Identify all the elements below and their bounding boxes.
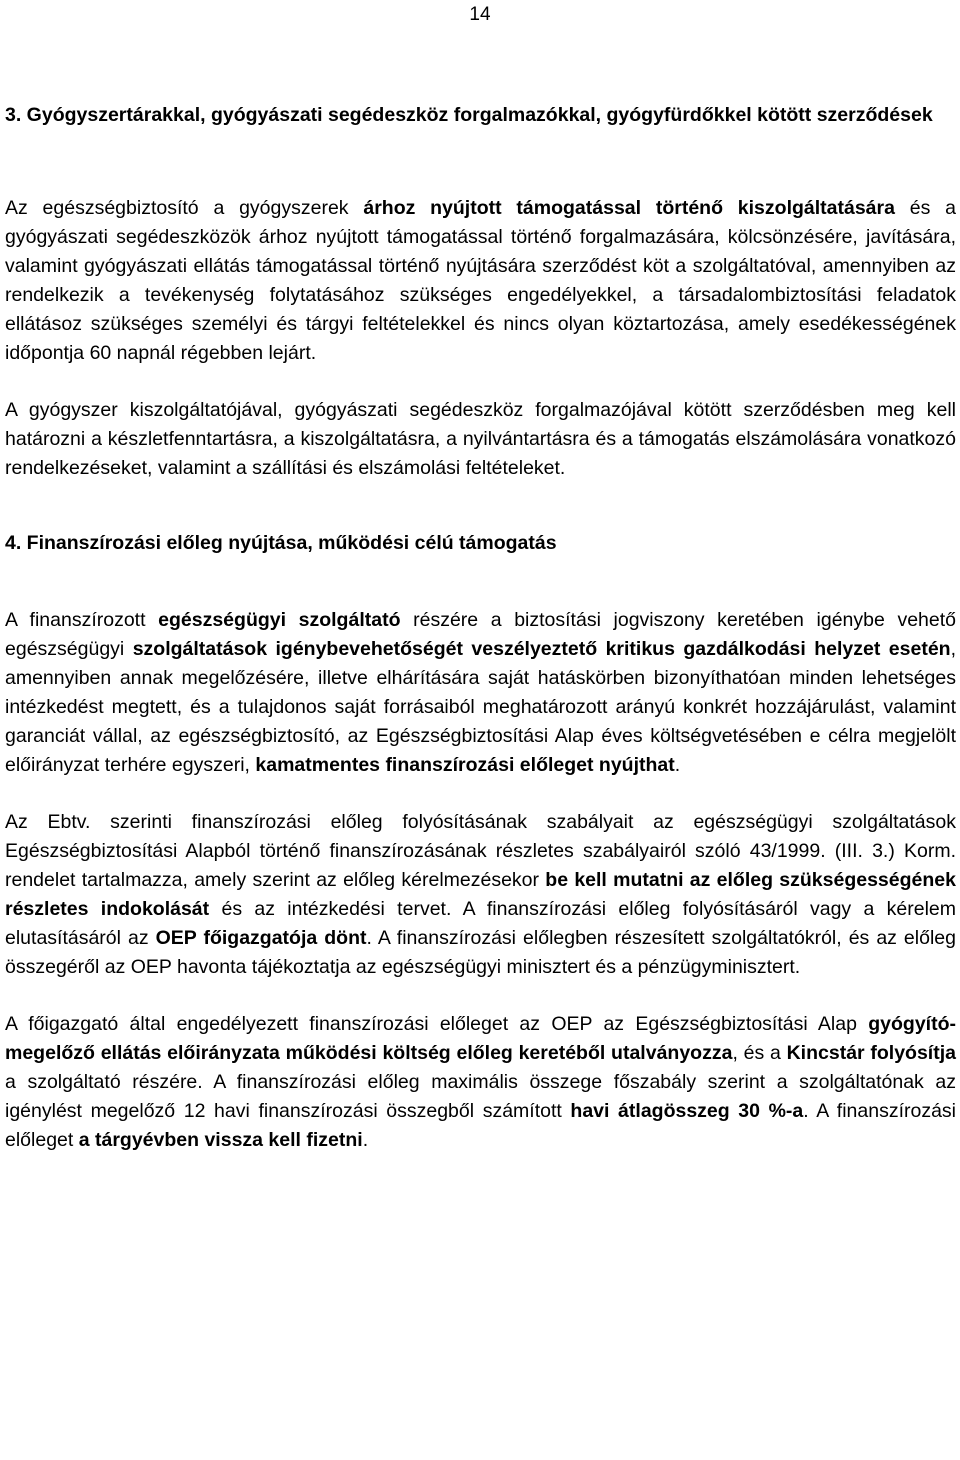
section-4-paragraph-2 bbox=[5, 808, 956, 982]
section-3-paragraph-1 bbox=[5, 194, 956, 368]
bold-text-run: OEP főigazgatója dönt bbox=[155, 927, 367, 949]
text-run: , amennyiben annak megelőzésére, illetve elhárítására saját hatáskörben bizonyíthatóan minden lehetséges intézkedést megtett, és a tulajdonos saját forrásaiból meghatározott arányú konkrét hozzájárulást, valamint garanciát vállal, az egészségbiztosító, az Egészségbiztosítási Alap éves költségvetésében e célra megjelölt előirányzat terhére egyszeri, bbox=[5, 638, 956, 776]
bold-text-run: a tárgyévben vissza kell fizetni bbox=[78, 1129, 363, 1151]
section-4-paragraph-3 bbox=[5, 1010, 956, 1155]
bold-text-run: Kincstár folyósítja bbox=[786, 1042, 956, 1064]
text-run: részére a biztosítási jogviszony keretében igénybe vehető egészségügyi bbox=[5, 609, 956, 660]
bold-text-run: be kell mutatni az előleg szükségességének részletes indokolását bbox=[5, 869, 956, 920]
bold-text-run: havi átlagösszeg 30 %-a bbox=[570, 1100, 804, 1122]
text-run: . A finanszírozási előlegben részesített szolgáltatókról, és az előleg összegéről az OEP havonta tájékoztatja az egészségügyi minisztert és a pénzügyminisztert. bbox=[5, 927, 956, 978]
text-run: . bbox=[674, 754, 681, 776]
bold-text-run: kamatmentes finanszírozási előleget nyújthat bbox=[255, 754, 675, 776]
bold-text-run: gyógyító-megelőző ellátás előirányzata működési költség előleg keretéből utalványozza bbox=[5, 1013, 956, 1064]
bold-text-run: árhoz nyújtott támogatással történő kiszolgáltatására bbox=[363, 197, 895, 219]
text-run: , és a bbox=[732, 1042, 787, 1064]
bold-text-run: egészségügyi szolgáltató bbox=[158, 609, 401, 631]
section-3-heading: 3. Gyógyszertárakkal, gyógyászati segédeszköz forgalmazókkal, gyógyfürdőkkel kötött szerződések bbox=[5, 104, 933, 126]
text-run: Az egészségbiztosító a gyógyszerek bbox=[5, 197, 364, 219]
text-run: A főigazgató által engedélyezett finanszírozási előleget az OEP az Egészségbiztosítási Alap bbox=[5, 1013, 869, 1035]
text-run: . bbox=[362, 1129, 369, 1151]
page-number: 14 bbox=[469, 4, 491, 25]
text-run: és az intézkedési tervet. A finanszírozási előleg folyósításáról vagy a kérelem elutasításáról az bbox=[5, 898, 957, 949]
text-run: A finanszírozott bbox=[5, 609, 159, 631]
text-run: Az Ebtv. szerinti finanszírozási előleg folyósításának szabályait az egészségügyi szolgáltatások Egészségbiztosítási Alapból történő finanszírozásának részletes szabályairól szóló 43/1999. (III. 3.) Korm. rendelet tartalmazza, amely szerint az előleg kérelmezésekor bbox=[5, 811, 956, 891]
text-run: . A finanszírozási előleget bbox=[5, 1100, 957, 1151]
text-run: a szolgáltató részére. A finanszírozási előleg maximális összege főszabály szerint a szolgáltatónak az igénylést megelőző 12 havi finanszírozási összegből számított bbox=[5, 1071, 956, 1122]
text-run: és a gyógyászati segédeszközök árhoz nyújtott támogatással történő forgalmazására, kölcsönzésére, javítására, valamint gyógyászati ellátás támogatással történő nyújtására szerződést köt a szolgáltatóval, amennyiben az rendelkezik a tevékenység folytatásához szükséges engedélyekkel, a társadalombiztosítási feladatok ellátásoz szükséges személyi és tárgyi feltételekkel és nincs olyan köztartozása, amely esedékességének időpontja 60 napnál régebben lejárt. bbox=[5, 197, 956, 364]
section-4-heading: 4. Finanszírozási előleg nyújtása, működési célú támogatás bbox=[5, 532, 557, 554]
bold-text-run: szolgáltatások igénybevehetőségét veszélyeztető kritikus gazdálkodási helyzet esetén bbox=[132, 638, 951, 660]
document-body bbox=[5, 101, 956, 1155]
section-3-paragraph-2: A gyógyszer kiszolgáltatójával, gyógyászati segédeszköz forgalmazójával kötött szerződésben meg kell határozni a készletfenntartásra, a kiszolgáltatásra, a nyilvántartásra és a támogatás elszámolására vonatkozó rendelkezéseket, valamint a szállítási és elszámolási feltételeket. bbox=[5, 399, 956, 479]
section-4-paragraph-1 bbox=[5, 606, 956, 780]
